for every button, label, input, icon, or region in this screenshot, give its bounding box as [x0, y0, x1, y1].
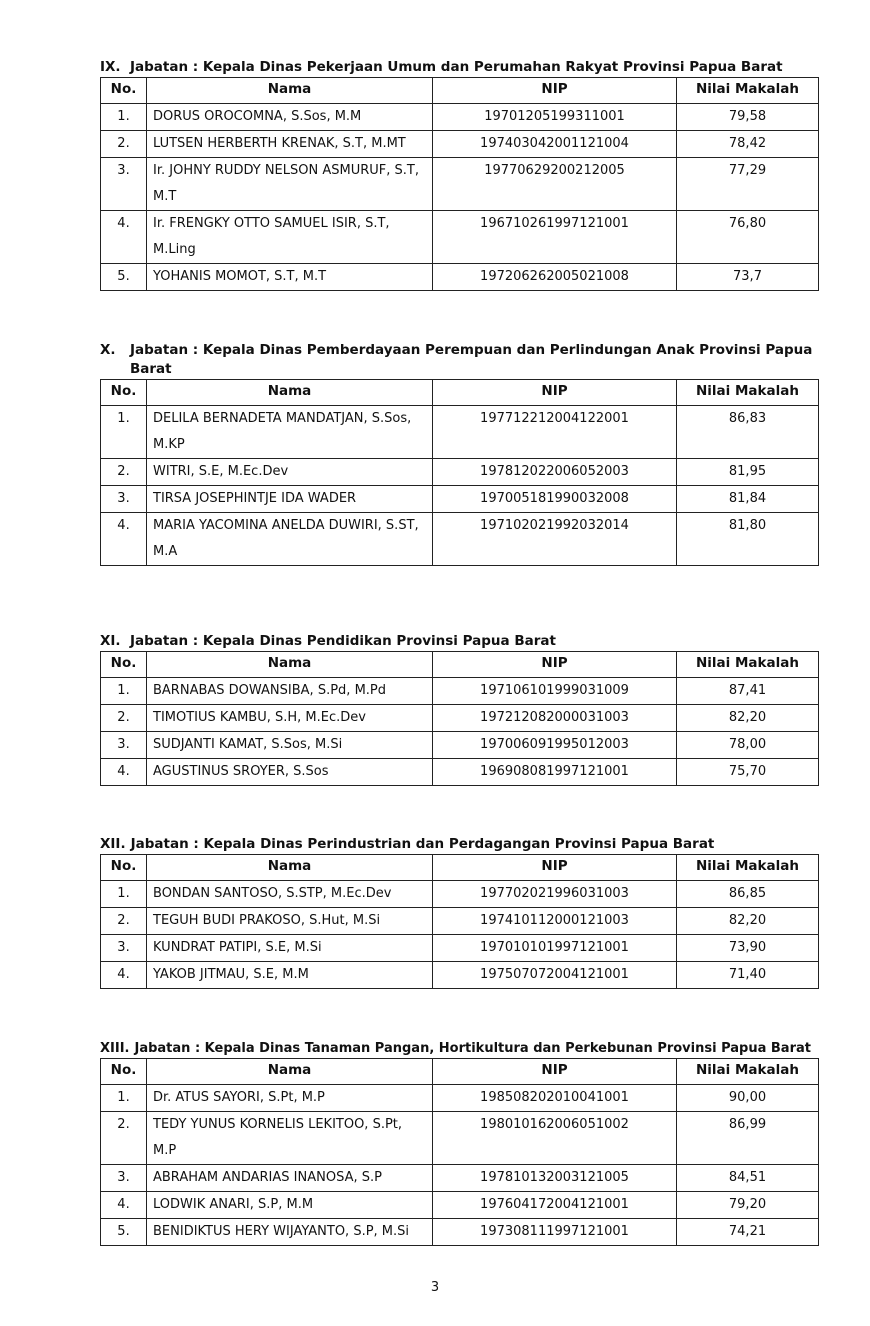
table-row: [101, 459, 819, 486]
column-header-no: No.: [101, 652, 147, 678]
row-nilai: 81,84: [677, 486, 819, 513]
section-number: XI.: [100, 633, 121, 649]
row-nama: LODWIK ANARI, S.P, M.M: [147, 1192, 433, 1219]
table-row: [101, 1165, 819, 1192]
table-header-row: [101, 855, 819, 881]
row-nip: 19770629200212005: [433, 158, 677, 211]
column-header-nilai: Nilai Makalah: [677, 380, 819, 406]
table-row: [101, 732, 819, 759]
table-header-row: [101, 380, 819, 406]
row-nip: 197206262005021008: [433, 264, 677, 291]
row-no: 1.: [101, 678, 147, 705]
row-nama: WITRI, S.E, M.Ec.Dev: [147, 459, 433, 486]
row-nip: 197308111997121001: [433, 1219, 677, 1246]
row-nama: Dr. ATUS SAYORI, S.Pt, M.P: [147, 1085, 433, 1112]
row-nama: BENIDIKTUS HERY WIJAYANTO, S.P, M.Si: [147, 1219, 433, 1246]
row-no: 4.: [101, 211, 147, 264]
column-header-nilai: Nilai Makalah: [677, 855, 819, 881]
table-row: [101, 406, 819, 459]
section-heading: Jabatan : Kepala Dinas Tanaman Pangan, Hortikultura dan Perkebunan Provinsi Papua Barat: [134, 1041, 811, 1056]
table-row: [101, 513, 819, 566]
column-header-nama: Nama: [147, 1059, 433, 1085]
section-number: XIII.: [100, 1041, 130, 1056]
column-header-nip: NIP: [433, 380, 677, 406]
row-nilai: 75,70: [677, 759, 819, 786]
table-row: [101, 158, 819, 211]
column-header-no: No.: [101, 1059, 147, 1085]
row-nama: BARNABAS DOWANSIBA, S.Pd, M.Pd: [147, 678, 433, 705]
column-header-nama: Nama: [147, 78, 433, 104]
row-nama: AGUSTINUS SROYER, S.Sos: [147, 759, 433, 786]
row-nilai: 74,21: [677, 1219, 819, 1246]
row-nilai: 82,20: [677, 908, 819, 935]
table-row: [101, 264, 819, 291]
row-nip: 197604172004121001: [433, 1192, 677, 1219]
table-header-row: [101, 78, 819, 104]
section-x: [100, 341, 818, 566]
column-header-no: No.: [101, 855, 147, 881]
column-header-nip: NIP: [433, 1059, 677, 1085]
row-nama: YAKOB JITMAU, S.E, M.M: [147, 962, 433, 989]
row-nip: 197812022006052003: [433, 459, 677, 486]
row-nilai: 77,29: [677, 158, 819, 211]
row-no: 1.: [101, 1085, 147, 1112]
row-nilai: 73,90: [677, 935, 819, 962]
table-row: [101, 935, 819, 962]
row-nama: SUDJANTI KAMAT, S.Sos, M.Si: [147, 732, 433, 759]
table-row: [101, 104, 819, 131]
column-header-nilai: Nilai Makalah: [677, 652, 819, 678]
section-heading: Jabatan : Kepala Dinas Pemberdayaan Perempuan dan Perlindungan Anak Provinsi Papua Barat: [130, 342, 813, 377]
section-xii: [100, 835, 818, 989]
row-nilai: 78,00: [677, 732, 819, 759]
column-header-no: No.: [101, 380, 147, 406]
page-number: 3: [430, 1280, 440, 1295]
row-no: 5.: [101, 1219, 147, 1246]
section-number: IX.: [100, 59, 121, 75]
row-nilai: 86,83: [677, 406, 819, 459]
row-no: 4.: [101, 962, 147, 989]
row-nilai: 86,99: [677, 1112, 819, 1165]
section-heading: Jabatan : Kepala Dinas Pekerjaan Umum dan Perumahan Rakyat Provinsi Papua Barat: [130, 59, 783, 75]
row-nilai: 81,80: [677, 513, 819, 566]
row-nama: ABRAHAM ANDARIAS INANOSA, S.P: [147, 1165, 433, 1192]
column-header-nama: Nama: [147, 855, 433, 881]
table-row: [101, 962, 819, 989]
row-nama: KUNDRAT PATIPI, S.E, M.Si: [147, 935, 433, 962]
row-nama: DELILA BERNADETA MANDATJAN, S.Sos, M.KP: [147, 406, 433, 459]
section-title: [100, 58, 818, 77]
row-no: 2.: [101, 459, 147, 486]
row-nilai: 84,51: [677, 1165, 819, 1192]
column-header-nilai: Nilai Makalah: [677, 1059, 819, 1085]
candidates-table: [100, 379, 819, 566]
section-title: [100, 632, 818, 651]
column-header-nilai: Nilai Makalah: [677, 78, 819, 104]
table-header-row: [101, 1059, 819, 1085]
section-title: [100, 1039, 818, 1058]
column-header-nama: Nama: [147, 380, 433, 406]
row-no: 2.: [101, 1112, 147, 1165]
table-row: [101, 908, 819, 935]
row-nilai: 90,00: [677, 1085, 819, 1112]
row-nip: 197410112000121003: [433, 908, 677, 935]
row-nip: 197010101997121001: [433, 935, 677, 962]
section-number: XII.: [100, 836, 126, 852]
column-header-nip: NIP: [433, 652, 677, 678]
row-nama: LUTSEN HERBERTH KRENAK, S.T, M.MT: [147, 131, 433, 158]
row-nilai: 79,20: [677, 1192, 819, 1219]
section-number: X.: [100, 342, 116, 358]
row-nip: 197810132003121005: [433, 1165, 677, 1192]
row-nama: TEDY YUNUS KORNELIS LEKITOO, S.Pt, M.P: [147, 1112, 433, 1165]
row-no: 2.: [101, 908, 147, 935]
row-no: 1.: [101, 104, 147, 131]
row-nip: 197702021996031003: [433, 881, 677, 908]
table-row: [101, 759, 819, 786]
row-nama: BONDAN SANTOSO, S.STP, M.Ec.Dev: [147, 881, 433, 908]
table-row: [101, 1219, 819, 1246]
row-nilai: 71,40: [677, 962, 819, 989]
row-nilai: 76,80: [677, 211, 819, 264]
row-nilai: 82,20: [677, 705, 819, 732]
column-header-no: No.: [101, 78, 147, 104]
section-heading: Jabatan : Kepala Dinas Pendidikan Provinsi Papua Barat: [130, 633, 556, 649]
table-row: [101, 1112, 819, 1165]
row-nip: 197212082000031003: [433, 705, 677, 732]
candidates-table: [100, 77, 819, 291]
row-nama: MARIA YACOMINA ANELDA DUWIRI, S.ST, M.A: [147, 513, 433, 566]
row-no: 5.: [101, 264, 147, 291]
section-xiii: [100, 1039, 818, 1246]
row-nama: TIRSA JOSEPHINTJE IDA WADER: [147, 486, 433, 513]
row-nama: TIMOTIUS KAMBU, S.H, M.Ec.Dev: [147, 705, 433, 732]
row-no: 2.: [101, 131, 147, 158]
row-nama: Ir. FRENGKY OTTO SAMUEL ISIR, S.T, M.Ling: [147, 211, 433, 264]
table-row: [101, 131, 819, 158]
row-nip: 198010162006051002: [433, 1112, 677, 1165]
section-heading: Jabatan : Kepala Dinas Perindustrian dan Perdagangan Provinsi Papua Barat: [130, 836, 715, 852]
row-nama: YOHANIS MOMOT, S.T, M.T: [147, 264, 433, 291]
row-nip: 197712212004122001: [433, 406, 677, 459]
row-nip: 19701205199311001: [433, 104, 677, 131]
table-row: [101, 678, 819, 705]
table-row: [101, 1192, 819, 1219]
row-nama: Ir. JOHNY RUDDY NELSON ASMURUF, S.T, M.T: [147, 158, 433, 211]
row-nip: 196710261997121001: [433, 211, 677, 264]
column-header-nip: NIP: [433, 855, 677, 881]
row-no: 3.: [101, 935, 147, 962]
row-nip: 198508202010041001: [433, 1085, 677, 1112]
row-nip: 197106101999031009: [433, 678, 677, 705]
row-no: 1.: [101, 406, 147, 459]
row-no: 4.: [101, 1192, 147, 1219]
table-row: [101, 486, 819, 513]
row-nama: TEGUH BUDI PRAKOSO, S.Hut, M.Si: [147, 908, 433, 935]
row-nip: 196908081997121001: [433, 759, 677, 786]
row-no: 3.: [101, 1165, 147, 1192]
row-no: 3.: [101, 486, 147, 513]
row-nilai: 87,41: [677, 678, 819, 705]
row-nip: 197403042001121004: [433, 131, 677, 158]
row-nilai: 73,7: [677, 264, 819, 291]
row-no: 4.: [101, 513, 147, 566]
candidates-table: [100, 651, 819, 786]
row-nip: 197006091995012003: [433, 732, 677, 759]
table-row: [101, 705, 819, 732]
row-no: 1.: [101, 881, 147, 908]
row-nilai: 81,95: [677, 459, 819, 486]
table-row: [101, 211, 819, 264]
row-nip: 197507072004121001: [433, 962, 677, 989]
row-no: 3.: [101, 158, 147, 211]
section-title: [100, 835, 818, 854]
row-nip: 197102021992032014: [433, 513, 677, 566]
row-no: 4.: [101, 759, 147, 786]
section-xi: [100, 632, 818, 786]
candidates-table: [100, 854, 819, 989]
row-nilai: 86,85: [677, 881, 819, 908]
row-nip: 197005181990032008: [433, 486, 677, 513]
table-header-row: [101, 652, 819, 678]
row-no: 3.: [101, 732, 147, 759]
row-nilai: 78,42: [677, 131, 819, 158]
section-title: [100, 341, 818, 379]
candidates-table: [100, 1058, 819, 1246]
column-header-nip: NIP: [433, 78, 677, 104]
table-row: [101, 881, 819, 908]
row-no: 2.: [101, 705, 147, 732]
column-header-nama: Nama: [147, 652, 433, 678]
row-nilai: 79,58: [677, 104, 819, 131]
row-nama: DORUS OROCOMNA, S.Sos, M.M: [147, 104, 433, 131]
section-ix: [100, 58, 818, 291]
table-row: [101, 1085, 819, 1112]
